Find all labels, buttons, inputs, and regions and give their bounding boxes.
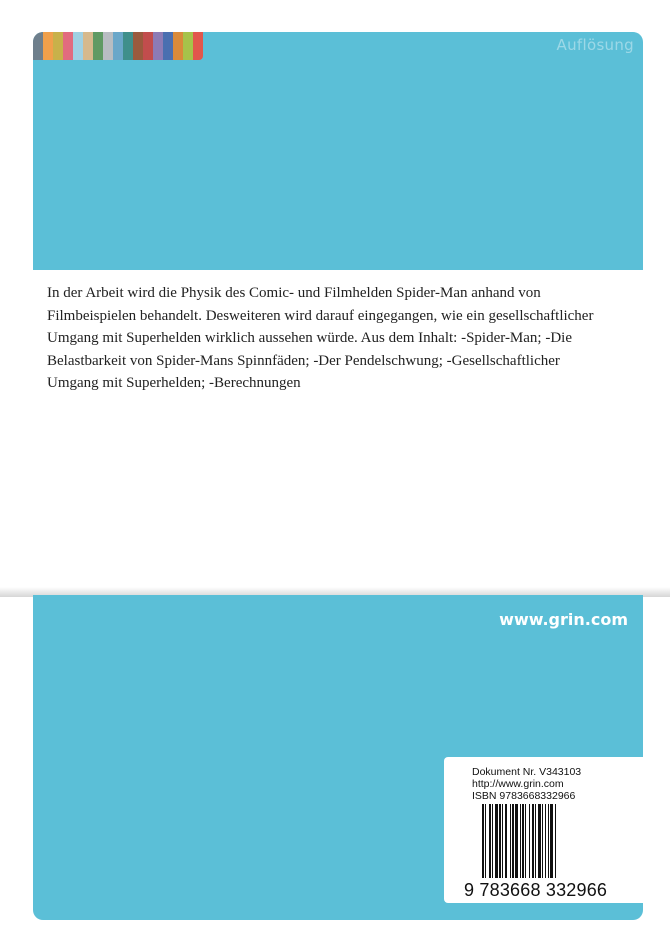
barcode-bar [485, 804, 486, 878]
color-stripe [83, 32, 93, 60]
barcode-bar [489, 804, 491, 878]
top-cover-band [33, 32, 643, 270]
barcode-graphic [482, 804, 632, 878]
color-stripe [93, 32, 103, 60]
publisher-watermark: Auflösung [556, 36, 634, 54]
barcode-bar [555, 804, 556, 878]
color-stripe [143, 32, 153, 60]
color-stripe [103, 32, 113, 60]
barcode-bar [492, 804, 493, 878]
barcode-bar [535, 804, 536, 878]
barcode-bar [499, 804, 501, 878]
barcode-bar [550, 804, 553, 878]
document-number: Dokument Nr. V343103 [472, 766, 582, 778]
publisher-url[interactable]: www.grin.com [499, 610, 628, 629]
barcode-bar [520, 804, 521, 878]
barcode-bar [525, 804, 526, 878]
barcode-bar [482, 804, 484, 878]
barcode-bar [515, 804, 518, 878]
color-stripe [33, 32, 43, 60]
barcode-bar [502, 804, 503, 878]
color-stripe [43, 32, 53, 60]
color-stripe [113, 32, 123, 60]
barcode-bar [542, 804, 543, 878]
barcode-bar [529, 804, 530, 878]
color-stripe [73, 32, 83, 60]
color-stripe [183, 32, 193, 60]
barcode-bar [522, 804, 524, 878]
barcode-bar [495, 804, 498, 878]
barcode-bar [545, 804, 546, 878]
barcode-bar [532, 804, 534, 878]
color-stripes [33, 32, 203, 60]
barcode-url: http://www.grin.com [472, 778, 564, 790]
barcode-bar [505, 804, 507, 878]
barcode-bar [512, 804, 514, 878]
barcode-bar [510, 804, 511, 878]
color-stripe [63, 32, 73, 60]
barcode-label [444, 757, 643, 903]
color-stripe [163, 32, 173, 60]
color-stripe [123, 32, 133, 60]
color-stripe [133, 32, 143, 60]
book-description: In der Arbeit wird die Physik des Comic- und Filmhelden Spider-Man anhand von Filmbeispielen behandelt. Desweiteren wird darauf eingegangen, wie ein gesellschaftlicher Umgang mit Superhelden wirklich aussehen würde. Aus dem Inhalt: -Spider-Man; -Die Belastbarkeit von Spider-Mans Spinnfäden; -Der Pendelschwung; -Gesellschaftlicher Umgang mit Superhelden; -Berechnungen [47, 285, 594, 392]
isbn-text: ISBN 9783668332966 [472, 790, 576, 802]
barcode-bar [548, 804, 549, 878]
barcode-bar [538, 804, 541, 878]
color-stripe [153, 32, 163, 60]
color-stripe [53, 32, 63, 60]
color-stripe [173, 32, 183, 60]
isbn-digits: 9 783668 332966 [464, 880, 608, 900]
color-stripe [193, 32, 203, 60]
